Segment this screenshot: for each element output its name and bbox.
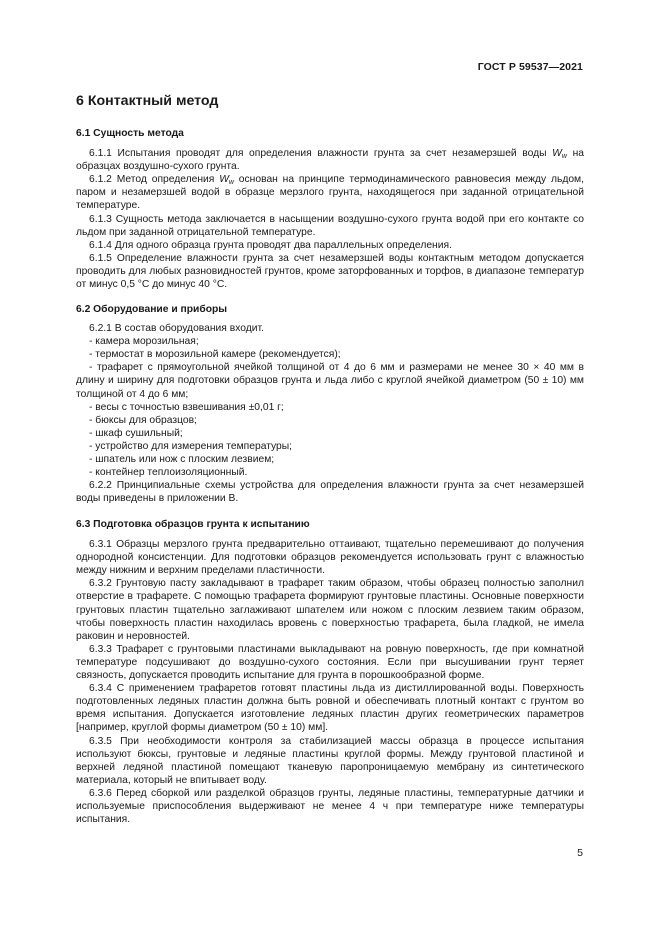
list-item: - весы с точностью взвешивания ±0,01 г; (89, 401, 284, 413)
paragraph-6-1-4: 6.1.4 Для одного образца грунта проводят два параллельных определения. (89, 239, 452, 251)
text: основан на принципе термодинамического равновесия между льдом, паром и незамерзшей водой в образце мерзлого грунта, находящегося при заданной отрицательной температуре. (76, 174, 584, 212)
subsection-title-6-1: 6.1 Сущность метода (76, 128, 184, 139)
symbol-w: W (552, 148, 562, 160)
list-item: - шкаф сушильный; (89, 427, 183, 439)
subsection-title-6-3: 6.3 Подготовка образцов грунта к испытанию (76, 519, 310, 530)
paragraph-6-1-2 (76, 173, 584, 212)
list-item: - устройство для измерения температуры; (89, 440, 293, 452)
list-item: - камера морозильная; (89, 336, 199, 348)
subsection-title-6-2: 6.2 Оборудование и приборы (76, 304, 228, 315)
section-6-2 (76, 303, 584, 505)
paragraph-6-3-5: 6.3.5 При необходимости контроля за стабилизацией массы образца в процессе испытания используют бюксы, грунтовые и ледяные пластины круглой формы. Между грунтовой пластиной и верхней ледяной пластиной помещают тканевую паропроницаемую мембрану из синтетического материала, который не впитывает воду. (76, 735, 584, 786)
list-item: - бюксы для образцов; (89, 414, 197, 426)
paragraph-6-3-4: 6.3.4 С применением трафаретов готовят пластины льда из дистиллированной воды. Поверхность подготовленных ледяных пластин должна быть ровной и обеспечивать плотный контакт с грунтом во время испытания. Допускается изготовление ледяных пластин других геометрических параметров [например, круглой формы диаметром (50 ± 10) мм]. (76, 683, 584, 734)
symbol-w-sub: w (561, 153, 567, 161)
symbol-w: W (219, 174, 229, 186)
document-header: ГОСТ Р 59537—2021 (477, 61, 583, 73)
paragraph-6-1-1 (76, 147, 584, 173)
list-item: - контейнер теплоизоляционный. (89, 467, 248, 479)
paragraph-6-1-3: 6.1.3 Сущность метода заключается в насыщении воздушно-сухого грунта водой при его контакте со льдом при заданной отрицательной температуре. (76, 213, 584, 238)
text: 6.1.2 Метод определения (89, 174, 220, 186)
section-title: 6 Контактный метод (76, 93, 219, 109)
symbol-w-sub: w (228, 179, 234, 187)
paragraph-6-1-5: 6.1.5 Определение влажности грунта за счет незамерзшей воды контактным методом допускается проводить для любых разновидностей грунтов, кроме заторфованных и торфов, в диапазоне температур от минус 0,5 °С до минус 40 °С. (76, 252, 584, 291)
paragraph-6-2-2: 6.2.2 Принципиальные схемы устройства для определения влажности грунта за счет незамерзшей воды приведены в приложении В. (76, 480, 584, 505)
paragraph-6-3-2: 6.3.2 Грунтовую пасту закладывают в трафарет таким образом, чтобы образец полностью заполнил отверстие в трафарете. С помощью трафарета формируют грунтовые пластины. Основные поверхности грунтовых пластин тщательно заглаживают шпателем или ножом с плоским лезвием таким образом, чтобы поверхность пластин находилась вровень с поверхностью трафарета, была гладкой, не имела раковин и неровностей. (76, 578, 584, 642)
paragraph-6-3-3: 6.3.3 Трафарет с грунтовыми пластинами выкладывают на ровную поверхность, где при комнатной температуре подсушивают до воздушно-сухого состояния. Если при высушивании грунт теряет связность, допускается проводить испытание для грунта в порошкообразной форме. (76, 643, 584, 682)
paragraph-6-2-1: 6.2.1 В состав оборудования входит. (89, 323, 264, 335)
text: 6.1.1 Испытания проводят для определения влажности грунта за счет незамерзшей воды (89, 148, 553, 160)
text: на образцах воздушно-сухого грунта. (76, 148, 584, 173)
paragraph-6-3-1: 6.3.1 Образцы мерзлого грунта предварительно оттаивают, тщательно перемешивают до получения однородной консистенции. Для подготовки образцов рекомендуется использовать грунт с влажностью между нижним и верхним пределами пластичности. (76, 539, 584, 577)
section-6-3 (76, 518, 584, 826)
page-number: 5 (577, 847, 583, 859)
section-6-1 (76, 127, 584, 291)
list-item: - термостат в морозильной камере (рекомендуется); (89, 349, 341, 361)
list-item: - шпатель или нож с плоским лезвием; (89, 454, 275, 466)
paragraph-6-3-6: 6.3.6 Перед сборкой или разделкой образцов грунты, ледяные пластины, температурные датчики и используемые приспособления выдерживают не менее 4 ч при температуре ниже температуры испытания. (76, 787, 584, 826)
list-item: - трафарет с прямоугольной ячейкой толщиной от 4 до 6 мм и размерами не менее 30 × 40 мм в длину и ширину для подготовки образцов грунта и льда либо с круглой ячейкой диаметром (50 ± 10) мм толщиной от 4 до 6 мм; (76, 362, 584, 400)
